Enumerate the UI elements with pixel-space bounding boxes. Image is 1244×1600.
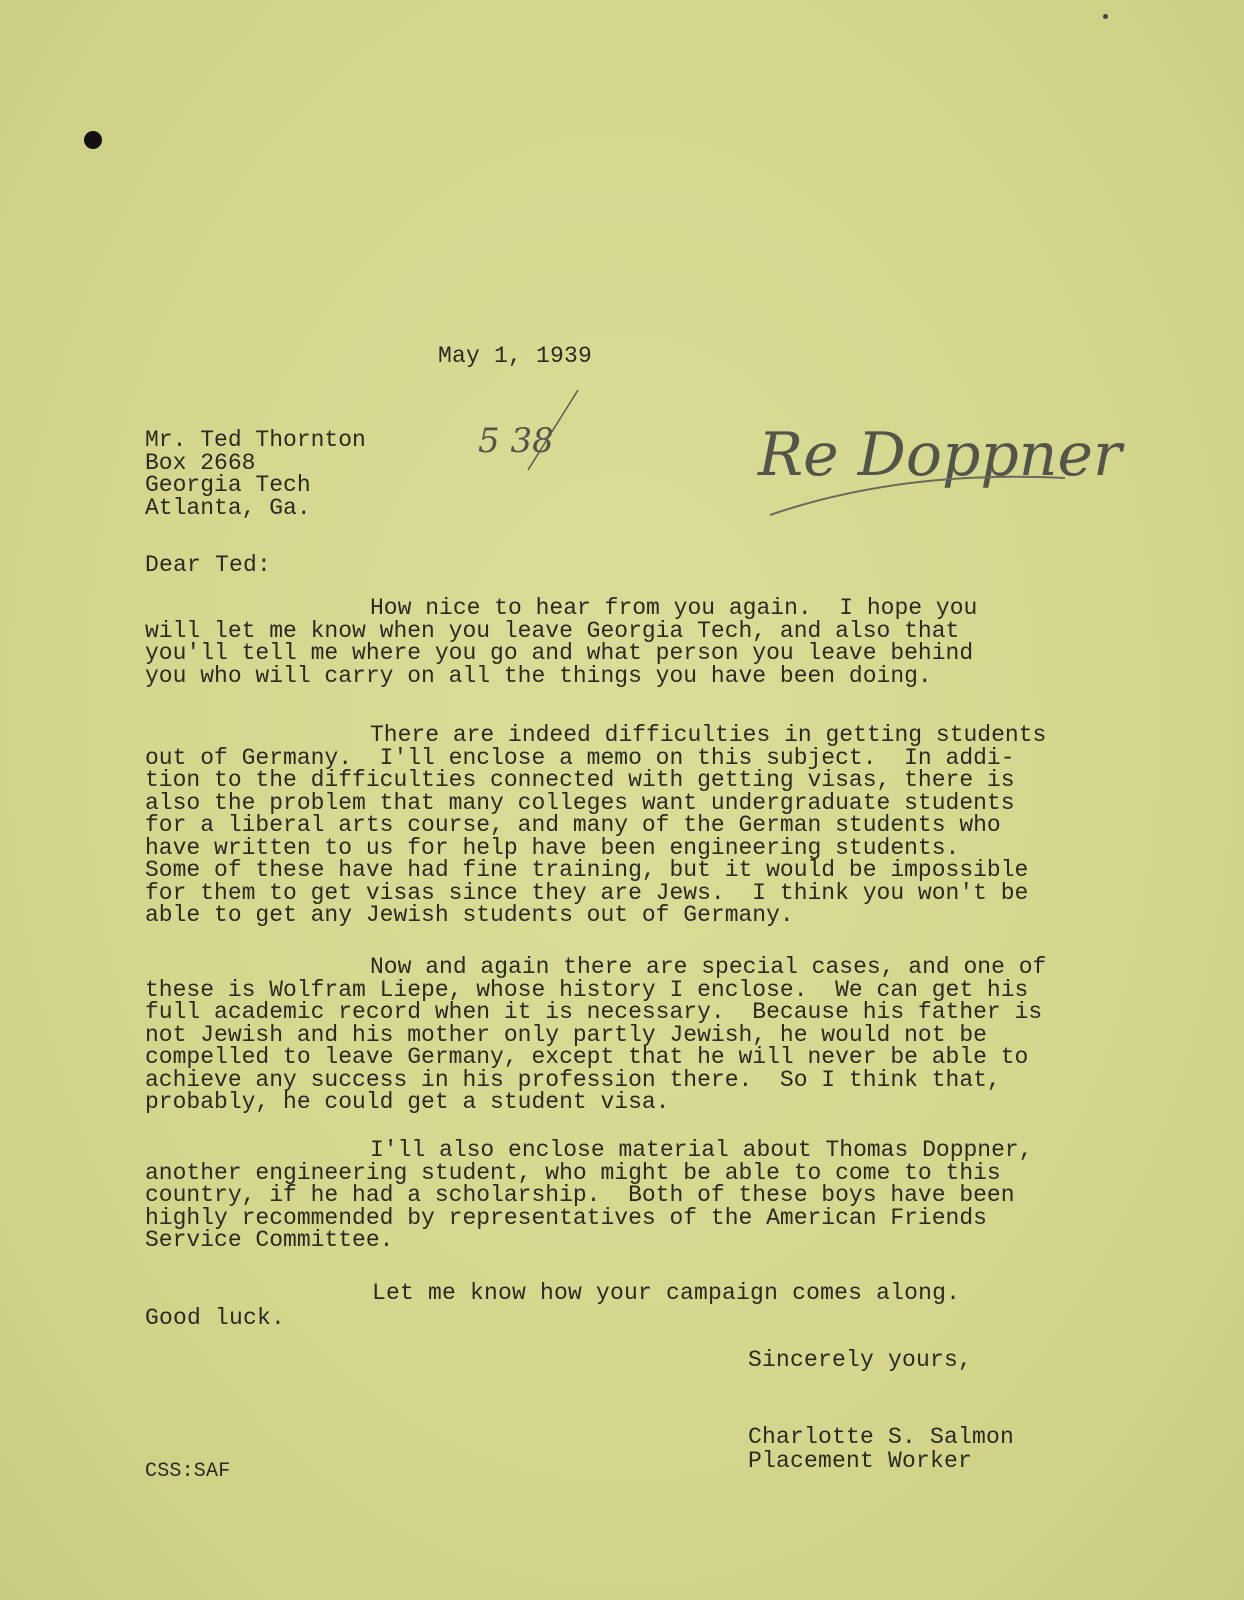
text-line: for a liberal arts course, and many of the German students who [145, 812, 1001, 838]
closing-line: Let me know how your campaign comes along. [372, 1280, 961, 1306]
text-line: will let me know when you leave Georgia Tech, and also that [145, 617, 960, 644]
text-line: I'll also enclose material about Thomas Doppner, [370, 1137, 1033, 1163]
letter-date: May 1, 1939 [438, 343, 593, 369]
paragraph-1 [145, 597, 977, 687]
text-line: country, if he had a scholarship. Both of these boys have been [145, 1182, 1015, 1208]
recipient-address [145, 429, 366, 519]
recipient-line: Georgia Tech [145, 472, 311, 498]
signer-name: Charlotte S. Salmon [748, 1424, 1015, 1450]
text-line: achieve any success in his profession there. So I think that, [145, 1066, 1001, 1093]
text-line: How nice to hear from you again. I hope you [370, 595, 978, 621]
text-line: another engineering student, who might be able to come to this [145, 1159, 1001, 1186]
text-line: There are indeed difficulties in getting students [370, 722, 1047, 748]
handwritten-note: Re Doppner [758, 420, 1122, 490]
salutation: Dear Ted: [145, 552, 272, 578]
text-line: tion to the difficulties connected with getting visas, there is [145, 767, 1015, 793]
text-line: for them to get visas since they are Jews. I think you won't be [145, 879, 1029, 906]
reference-initials: CSS:SAF [145, 1460, 231, 1483]
good-luck: Good luck. [145, 1305, 286, 1331]
text-line: able to get any Jewish students out of Germany. [145, 902, 794, 928]
text-line: not Jewish and his mother only partly Jewish, he would not be [145, 1021, 987, 1048]
text-line: highly recommended by representatives of the American Friends [145, 1204, 987, 1231]
complimentary-close: Sincerely yours, [748, 1347, 973, 1373]
handwritten-file-number: 5 38 [478, 421, 554, 461]
text-line: also the problem that many colleges want undergraduate students [145, 789, 1015, 816]
recipient-line: Mr. Ted Thornton [145, 427, 366, 453]
paragraph-3 [145, 956, 1046, 1114]
text-line: out of Germany. I'll enclose a memo on this subject. In addi- [145, 744, 1015, 771]
recipient-line: Box 2668 [145, 449, 256, 476]
text-line: you'll tell me where you go and what person you leave behind [145, 640, 974, 666]
text-line: you who will carry on all the things you have been doing. [145, 662, 932, 689]
text-line: probably, he could get a student visa. [145, 1089, 670, 1115]
text-line: Now and again there are special cases, and one of [370, 954, 1047, 980]
signer-title: Placement Worker [748, 1448, 973, 1474]
text-line: these is Wolfram Liepe, whose history I enclose. We can get his [145, 976, 1029, 1003]
text-line: Some of these have had fine training, but it would be impossible [145, 857, 1029, 883]
paragraph-2 [145, 724, 1046, 927]
text-line: have written to us for help have been engineering students. [145, 834, 960, 861]
text-line: compelled to leave Germany, except that he will never be able to [145, 1044, 1029, 1070]
text-line: full academic record when it is necessary. Because his father is [145, 999, 1043, 1025]
paragraph-4 [145, 1139, 1033, 1252]
text-line: Service Committee. [145, 1227, 394, 1253]
recipient-line: Atlanta, Ga. [145, 494, 311, 521]
